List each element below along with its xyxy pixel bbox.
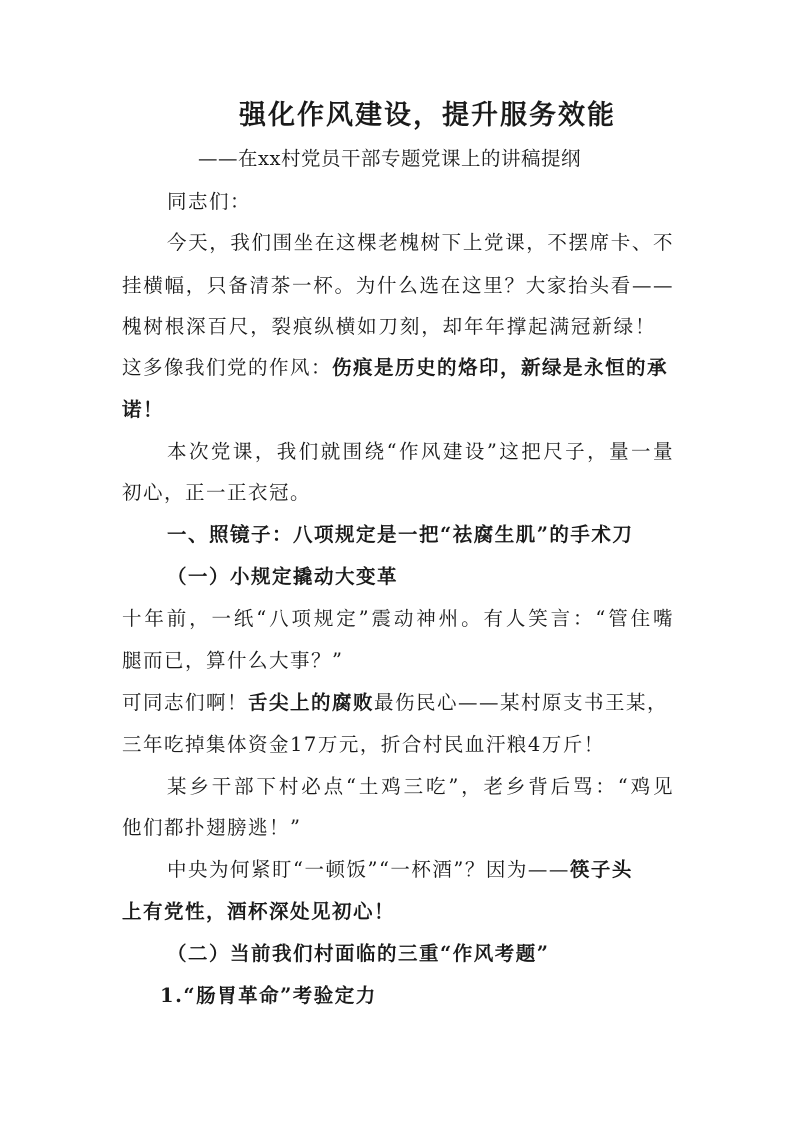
paragraph-line: 初心，正一正衣冠。 (122, 481, 312, 504)
paragraph-line: 槐树根深百尺，裂痕纵横如刀刻，却年年撑起满冠新绿！ (122, 315, 656, 338)
paragraph-line: 某乡干部下村必点“土鸡三吃”，老乡背后骂：“鸡见 (167, 775, 674, 798)
paragraph-line: 今天，我们围坐在这棵老槐树下上党课，不摆席卡、不 (167, 231, 674, 254)
paragraph-line (122, 689, 674, 717)
paragraph-line: 三年吃掉集体资金17万元，折合村民血汗粮4万斤！ (122, 733, 605, 756)
emphasis-text: 伤痕是历史的烙印，新绿是永恒的承 (332, 356, 669, 379)
list-item: 1.“肠胃革命”考验定力 (160, 984, 377, 1007)
section-heading: 一、照镜子：八项规定是一把“祛腐生肌”的手术刀 (167, 523, 634, 546)
paragraph-line: 他们都扑翅膀逃！” (122, 816, 302, 839)
paragraph-line: 腿而已，算什么大事？” (122, 649, 344, 672)
paragraph-line: 十年前，一纸“八项规定”震动神州。有人笑言：“管住嘴 (122, 607, 674, 630)
paragraph-line (167, 856, 719, 884)
subsection-heading: （二）当前我们村面临的三重“作风考题” (167, 942, 550, 965)
greeting: 同志们： (167, 190, 252, 213)
document-title: 强化作风建设，提升服务效能 (239, 100, 616, 131)
emphasis-text: 舌尖上的腐败 (248, 691, 375, 714)
paragraph-line (122, 354, 674, 382)
paragraph-line: 上有党性，酒杯深处见初心！ (122, 900, 396, 923)
paragraph-text: 中央为何紧盯“一顿饭”“一杯酒”？因为—— (167, 858, 570, 881)
emphasis-text: 筷子头 (569, 858, 633, 881)
document-subtitle: ——在xx村党员干部专题党课上的讲稿提纲 (198, 147, 581, 170)
paragraph-line: 本次党课，我们就围绕“作风建设”这把尺子，量一量 (167, 440, 674, 463)
subsection-heading: （一）小规定撬动大变革 (167, 565, 399, 588)
paragraph-text: 最伤民心——某村原支书王某， (374, 691, 669, 714)
paragraph-line: 诺！ (122, 398, 165, 421)
paragraph-text: 这多像我们党的作风： (122, 356, 333, 379)
paragraph-text: 可同志们啊！ (122, 691, 249, 714)
paragraph-line: 挂横幅，只备清茶一杯。为什么选在这里？大家抬头看—— (122, 274, 674, 297)
